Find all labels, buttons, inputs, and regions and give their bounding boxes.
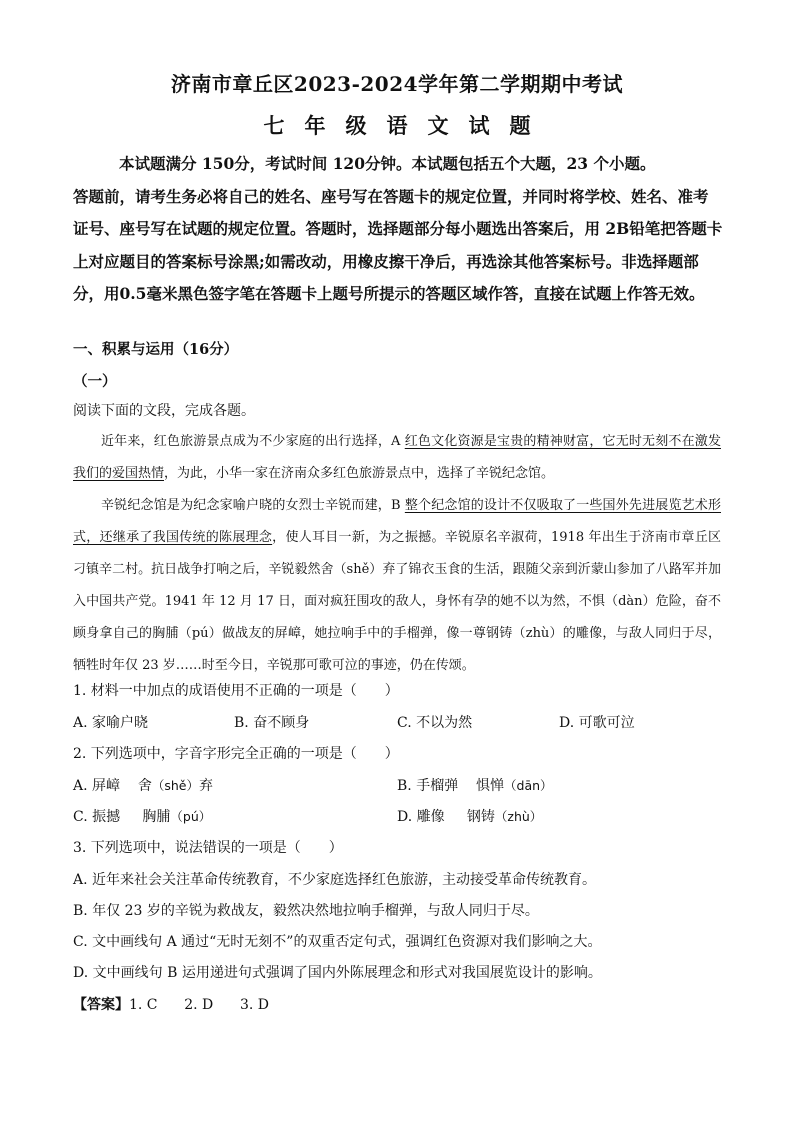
q3-option-d [73,962,602,982]
option-pinyin: （pú） [170,809,212,824]
passage-paragraph-2 [73,490,721,682]
option-text: 文中画线句 B 运用递进句式强调了国内外陈展理念和形式对我国展览设计的影响。 [92,965,602,981]
option-text: 家喻户晓 [92,715,149,731]
option-word-2: 钢铸 [466,809,495,825]
option-text: 可歌可泣 [578,715,635,731]
question-2-stem: 2. 下列选项中，字音字形完全正确的一项是（ ） [73,746,399,762]
option-label: C. [73,809,88,825]
instructions-line-2: 答题前，请考生务必将自己的姓名、座号写在答题卡的规定位置，并同时将学校、姓名、准考证号、座号写在试题的规定位置。答题时，选择题部分每小题选出答案后，用 2B铅笔把答题卡上对应题目的答案标号涂黑;如需改动，用橡皮擦干净后，再选涂其他答案标号。非选择题部分，用0.5毫米黑色签字笔在答题卡上题号所提示的答题区域作答，直接在试题上作答无效。 [73,186,723,303]
reading-lead: 阅读下面的文段，完成各题。 [73,403,255,419]
option-label: C. [397,715,412,731]
option-word-2: 胸脯 [142,809,171,825]
q1-option-a [73,712,148,732]
option-label: D. [397,809,413,825]
p1-text-after: ，为此，小华一家在济南众多红色旅游景点中，选择了辛锐纪念馆。 [164,466,555,481]
question-3-stem: 3. 下列选项中，说法错误的一项是（ ） [73,840,343,856]
q3-option-a [73,869,596,889]
option-text: 年仅 23 岁的辛锐为救战友，毅然决然地拉响手榴弹，与敌人同归于尽。 [92,903,539,919]
q3-option-c [73,931,601,951]
option-word-1: 振撼 [92,809,121,825]
option-label: B. [397,778,412,794]
q2-option-a [73,775,213,795]
option-pinyin: （zhù） [494,809,543,824]
option-label: A. [73,778,88,794]
answer-label: 【答案】 [73,997,129,1013]
option-word-1: 雕像 [416,809,445,825]
option-pinyin: （dān） [504,778,553,793]
option-text: 文中画线句 A 通过“无时无刻不”的双重否定句式，强调红色资源对我们影响之大。 [92,934,602,950]
answer-2: 2. D [184,997,214,1013]
q2-option-d [397,806,542,826]
question-1-stem: 1. 材料一中加点的成语使用不正确的一项是（ ） [73,683,399,699]
option-label: C. [73,934,88,950]
exam-instructions [73,148,723,311]
option-text: 近年来社会关注革命传统教育，不少家庭选择红色旅游，主动接受革命传统教育。 [92,872,597,888]
q1-option-c [397,712,472,732]
option-text: 奋不顾身 [253,715,310,731]
option-label: D. [73,965,89,981]
option-label: B. [234,715,249,731]
underlined-sentence-b: 整个纪念馆的设计不仅吸取了一些国外先进展览艺术形式，还继承了我国传统的陈展理念 [73,498,721,545]
passage-paragraph-1 [73,426,721,490]
exam-title: 济南市章丘区2023-2024学年第二学期期中考试 [170,72,624,96]
section-heading: 一、积累与运用（16分） [73,341,239,358]
p2-text-after: ，使人耳目一新，为之振撼。辛锐原名辛淑荷，1918 年出生于济南市章丘区刁镇辛二村。抗日战争打响之后，辛锐毅然舍（shě）弃了锦衣玉食的生活，跟随父亲到沂蒙山参加了八路军并加入中国共产党。1941 年 12 月 17 日，面对疯狂围攻的敌人，身怀有孕的她不以为然，不惧（dàn）危险，奋不顾身拿自己的胸脯（pú）做战友的屏嶂，她拉响手中的手榴弹，像一尊钢铸（zhù）的雕像，与敌人同归于尽，牺牲时年仅 23 岁……时至今日，辛锐那可歌可泣的事迹，仍在传颂。 [73,530,721,673]
option-text: 不以为然 [416,715,473,731]
option-word-1: 手榴弹 [416,778,459,794]
p2-text-before: 辛锐纪念馆是为纪念家喻户晓的女烈士辛锐而建，B [101,498,405,513]
q1-option-d [559,712,635,732]
underlined-sentence-a: 红色文化资源是宝贵的精神财富，它无时无刻不在激发我们的爱国热情 [73,434,721,481]
option-word-tail: 弃 [198,778,213,794]
q1-option-b [234,712,309,732]
option-word-1: 屏嶂 [92,778,121,794]
subsection-heading: （一） [73,373,117,390]
option-label: A. [73,715,88,731]
answer-1: 1. C [129,997,158,1013]
option-word-2: 惧惮 [476,778,505,794]
option-pinyin: （shě） [151,778,199,793]
answer-3: 3. D [239,997,270,1013]
instructions-line-1: 本试题满分 150分，考试时间 120分钟。本试题包括五个大题，23 个小题。 [119,154,656,173]
option-word-2: 舍 [137,778,152,794]
exam-subtitle: 七年级语文试题 [263,113,551,138]
p1-text-before: 近年来，红色旅游景点成为不少家庭的出行选择，A [101,434,405,449]
q2-option-c [73,806,211,826]
option-label: B. [73,903,88,919]
option-label: D. [559,715,575,731]
answer-line [73,994,269,1014]
q3-option-b [73,900,539,920]
option-label: A. [73,872,88,888]
q2-option-b [397,775,553,795]
